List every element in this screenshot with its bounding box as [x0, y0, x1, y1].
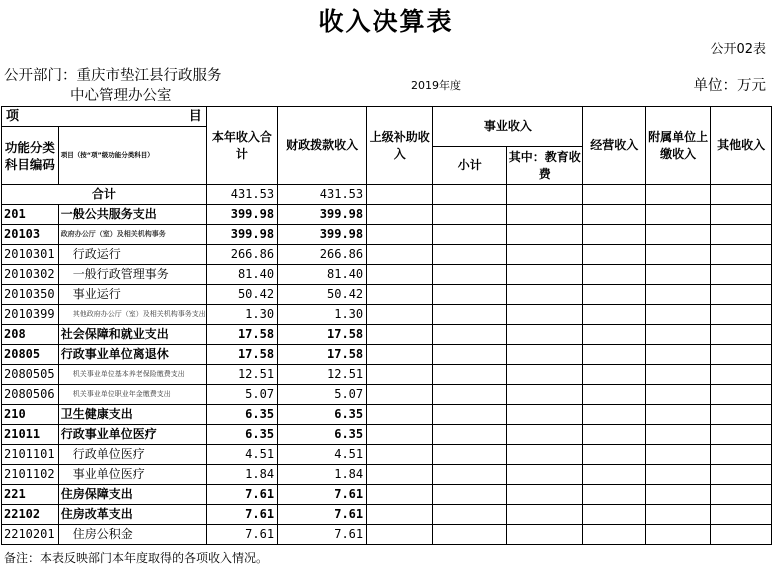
empty-cell — [583, 525, 646, 545]
table-row — [2, 205, 772, 225]
total-row — [2, 185, 772, 205]
empty-cell — [646, 305, 711, 325]
income-table — [1, 106, 772, 545]
func-code-header: 功能分类科目编码 — [2, 127, 59, 185]
row-code: 2010302 — [2, 265, 59, 285]
row-code: 20103 — [2, 225, 59, 245]
row-total-income: 6.35 — [206, 425, 277, 445]
empty-cell — [507, 225, 583, 245]
empty-cell — [583, 325, 646, 345]
empty-cell — [433, 245, 507, 265]
empty-cell — [433, 445, 507, 465]
empty-cell — [646, 425, 711, 445]
empty-cell — [433, 225, 507, 245]
empty-cell — [433, 285, 507, 305]
row-fiscal-income: 6.35 — [278, 405, 367, 425]
row-code: 2010350 — [2, 285, 59, 305]
empty-cell — [711, 305, 772, 325]
row-code: 2080505 — [2, 365, 59, 385]
row-total-income: 7.61 — [206, 485, 277, 505]
empty-cell — [711, 365, 772, 385]
empty-cell — [711, 285, 772, 305]
empty-cell — [583, 425, 646, 445]
empty-cell — [646, 405, 711, 425]
empty-cell — [433, 365, 507, 385]
empty-cell — [711, 405, 772, 425]
row-total-income: 17.58 — [206, 345, 277, 365]
row-name: 政府办公厅（室）及相关机构事务 — [58, 225, 206, 245]
empty-cell — [433, 485, 507, 505]
empty-cell — [711, 245, 772, 265]
empty-cell — [646, 505, 711, 525]
empty-cell — [711, 505, 772, 525]
unit-label: 单位：万元 — [693, 78, 766, 94]
row-fiscal-income: 4.51 — [278, 445, 367, 465]
table-row — [2, 445, 772, 465]
empty-cell — [583, 485, 646, 505]
table-row — [2, 465, 772, 485]
superior-subsidy-header: 上级补助收入 — [367, 107, 433, 185]
empty-cell — [367, 445, 433, 465]
table-row — [2, 285, 772, 305]
empty-cell — [583, 345, 646, 365]
row-code: 20805 — [2, 345, 59, 365]
row-total-income: 4.51 — [206, 445, 277, 465]
empty-cell — [583, 225, 646, 245]
row-fiscal-income: 1.30 — [278, 305, 367, 325]
total-label: 合计 — [2, 185, 207, 205]
row-code: 2080506 — [2, 385, 59, 405]
table-row — [2, 425, 772, 445]
empty-cell — [507, 505, 583, 525]
empty-cell — [433, 345, 507, 365]
empty-cell — [646, 525, 711, 545]
empty-cell — [646, 325, 711, 345]
empty-cell — [583, 305, 646, 325]
row-total-income: 1.84 — [206, 465, 277, 485]
empty-cell — [507, 465, 583, 485]
row-fiscal-income: 6.35 — [278, 425, 367, 445]
table-row — [2, 365, 772, 385]
empty-cell — [367, 245, 433, 265]
empty-cell — [367, 285, 433, 305]
empty-cell — [367, 525, 433, 545]
empty-cell — [646, 465, 711, 485]
empty-cell — [583, 405, 646, 425]
row-fiscal-income: 81.40 — [278, 265, 367, 285]
row-total-income: 81.40 — [206, 265, 277, 285]
empty-cell — [507, 445, 583, 465]
footnote: 备注：本表反映部门本年度取得的各项收入情况。 — [4, 551, 269, 565]
row-fiscal-income: 399.98 — [278, 225, 367, 245]
row-code: 2101101 — [2, 445, 59, 465]
empty-cell — [433, 405, 507, 425]
empty-cell — [367, 465, 433, 485]
other-income-header: 其他收入 — [711, 107, 772, 185]
empty-cell — [646, 385, 711, 405]
row-fiscal-income: 50.42 — [278, 285, 367, 305]
row-name: 其他政府办公厅（室）及相关机构事务支出 — [58, 305, 206, 325]
row-total-income: 6.35 — [206, 405, 277, 425]
item-header-left: 项 — [6, 109, 20, 124]
empty-cell — [433, 265, 507, 285]
empty-cell — [711, 425, 772, 445]
empty-cell — [711, 325, 772, 345]
empty-cell — [583, 245, 646, 265]
row-name: 事业运行 — [58, 285, 206, 305]
empty-cell — [583, 365, 646, 385]
table-row — [2, 405, 772, 425]
row-name: 一般公共服务支出 — [58, 205, 206, 225]
row-name: 行政运行 — [58, 245, 206, 265]
empty-cell — [433, 505, 507, 525]
empty-cell — [507, 485, 583, 505]
empty-cell — [433, 385, 507, 405]
department-line-2: 中心管理办公室 — [70, 88, 172, 104]
row-name: 行政事业单位离退休 — [58, 345, 206, 365]
row-code: 22102 — [2, 505, 59, 525]
page-title: 收入决算表 — [318, 7, 454, 36]
empty-cell — [367, 505, 433, 525]
row-total-income: 7.61 — [206, 505, 277, 525]
row-name: 住房公积金 — [58, 525, 206, 545]
empty-cell — [507, 285, 583, 305]
empty-cell — [711, 265, 772, 285]
row-fiscal-income: 12.51 — [278, 365, 367, 385]
empty-cell — [433, 205, 507, 225]
empty-cell — [367, 425, 433, 445]
table-row — [2, 325, 772, 345]
table-row — [2, 245, 772, 265]
row-code: 221 — [2, 485, 59, 505]
empty-cell — [711, 525, 772, 545]
empty-cell — [433, 465, 507, 485]
empty-cell — [367, 205, 433, 225]
item-header-right: 目 — [188, 109, 202, 124]
row-fiscal-income: 5.07 — [278, 385, 367, 405]
table-row — [2, 505, 772, 525]
empty-cell — [583, 465, 646, 485]
empty-cell — [646, 245, 711, 265]
empty-cell — [583, 445, 646, 465]
row-total-income: 17.58 — [206, 325, 277, 345]
row-name: 事业单位医疗 — [58, 465, 206, 485]
row-total-income: 399.98 — [206, 205, 277, 225]
empty-cell — [583, 285, 646, 305]
row-code: 2101102 — [2, 465, 59, 485]
empty-cell — [583, 265, 646, 285]
empty-cell — [583, 385, 646, 405]
row-name: 机关事业单位基本养老保险缴费支出 — [58, 365, 206, 385]
row-total-income: 7.61 — [206, 525, 277, 545]
empty-cell — [646, 365, 711, 385]
empty-cell — [433, 305, 507, 325]
table-row — [2, 305, 772, 325]
row-name: 住房改革支出 — [58, 505, 206, 525]
affiliated-income-header: 附属单位上缴收入 — [646, 107, 711, 185]
empty-cell — [433, 525, 507, 545]
empty-cell — [507, 425, 583, 445]
row-fiscal-income: 17.58 — [278, 325, 367, 345]
empty-cell — [646, 285, 711, 305]
row-code: 201 — [2, 205, 59, 225]
item-header — [2, 107, 207, 127]
empty-cell — [367, 405, 433, 425]
empty-cell — [367, 265, 433, 285]
row-code: 2010399 — [2, 305, 59, 325]
row-fiscal-income: 7.61 — [278, 485, 367, 505]
fiscal-value: 431.53 — [278, 185, 367, 205]
empty-cell — [507, 245, 583, 265]
empty-cell — [646, 345, 711, 365]
empty-cell — [711, 465, 772, 485]
empty-cell — [367, 485, 433, 505]
row-name: 机关事业单位职业年金缴费支出 — [58, 385, 206, 405]
empty-cell — [433, 425, 507, 445]
empty-cell — [367, 365, 433, 385]
row-fiscal-income: 266.86 — [278, 245, 367, 265]
empty-cell — [507, 305, 583, 325]
empty-cell — [711, 205, 772, 225]
form-number: 公开02表 — [710, 42, 766, 57]
row-fiscal-income: 7.61 — [278, 505, 367, 525]
table-row — [2, 345, 772, 365]
row-total-income: 399.98 — [206, 225, 277, 245]
empty-cell — [367, 225, 433, 245]
row-total-income: 266.86 — [206, 245, 277, 265]
row-name: 行政事业单位医疗 — [58, 425, 206, 445]
empty-cell — [583, 205, 646, 225]
empty-cell — [711, 445, 772, 465]
table-row — [2, 525, 772, 545]
empty-cell — [367, 325, 433, 345]
department-line-1: 公开部门：重庆市垫江县行政服务 — [4, 68, 222, 84]
total-income-header: 本年收入合计 — [206, 107, 277, 185]
empty-cell — [711, 485, 772, 505]
empty-cell — [507, 265, 583, 285]
row-name: 行政单位医疗 — [58, 445, 206, 465]
row-name: 社会保障和就业支出 — [58, 325, 206, 345]
empty-cell — [646, 265, 711, 285]
row-fiscal-income: 17.58 — [278, 345, 367, 365]
empty-cell — [507, 365, 583, 385]
empty-cell — [646, 485, 711, 505]
row-total-income: 5.07 — [206, 385, 277, 405]
table-row — [2, 485, 772, 505]
empty-cell — [507, 205, 583, 225]
table-row — [2, 385, 772, 405]
row-name: 卫生健康支出 — [58, 405, 206, 425]
row-total-income: 12.51 — [206, 365, 277, 385]
empty-cell — [367, 345, 433, 365]
row-code: 210 — [2, 405, 59, 425]
empty-cell — [646, 445, 711, 465]
total-income-value: 431.53 — [206, 185, 277, 205]
subtotal-header: 小计 — [433, 147, 507, 185]
table-row — [2, 265, 772, 285]
row-fiscal-income: 7.61 — [278, 525, 367, 545]
row-total-income: 1.30 — [206, 305, 277, 325]
empty-cell — [433, 325, 507, 345]
empty-cell — [711, 345, 772, 365]
row-code: 2210201 — [2, 525, 59, 545]
operating-income-header: 经营收入 — [583, 107, 646, 185]
business-income-header: 事业收入 — [433, 107, 583, 147]
empty-cell — [507, 405, 583, 425]
fiscal-header: 财政拨款收入 — [278, 107, 367, 185]
empty-cell — [711, 225, 772, 245]
row-code: 208 — [2, 325, 59, 345]
empty-cell — [507, 385, 583, 405]
empty-cell — [507, 325, 583, 345]
empty-cell — [367, 305, 433, 325]
table-row — [2, 225, 772, 245]
fiscal-year: 2019年度 — [411, 79, 461, 92]
empty-cell — [646, 225, 711, 245]
empty-cell — [507, 525, 583, 545]
empty-cell — [711, 385, 772, 405]
empty-cell — [583, 505, 646, 525]
func-name-header: 项目（按“项”级功能分类科目） — [58, 127, 206, 185]
empty-cell — [507, 345, 583, 365]
row-fiscal-income: 399.98 — [278, 205, 367, 225]
row-name: 一般行政管理事务 — [58, 265, 206, 285]
row-fiscal-income: 1.84 — [278, 465, 367, 485]
empty-cell — [367, 385, 433, 405]
row-name: 住房保障支出 — [58, 485, 206, 505]
row-code: 21011 — [2, 425, 59, 445]
row-code: 2010301 — [2, 245, 59, 265]
row-total-income: 50.42 — [206, 285, 277, 305]
edu-fee-header: 其中：教育收费 — [507, 147, 583, 185]
empty-cell — [646, 205, 711, 225]
